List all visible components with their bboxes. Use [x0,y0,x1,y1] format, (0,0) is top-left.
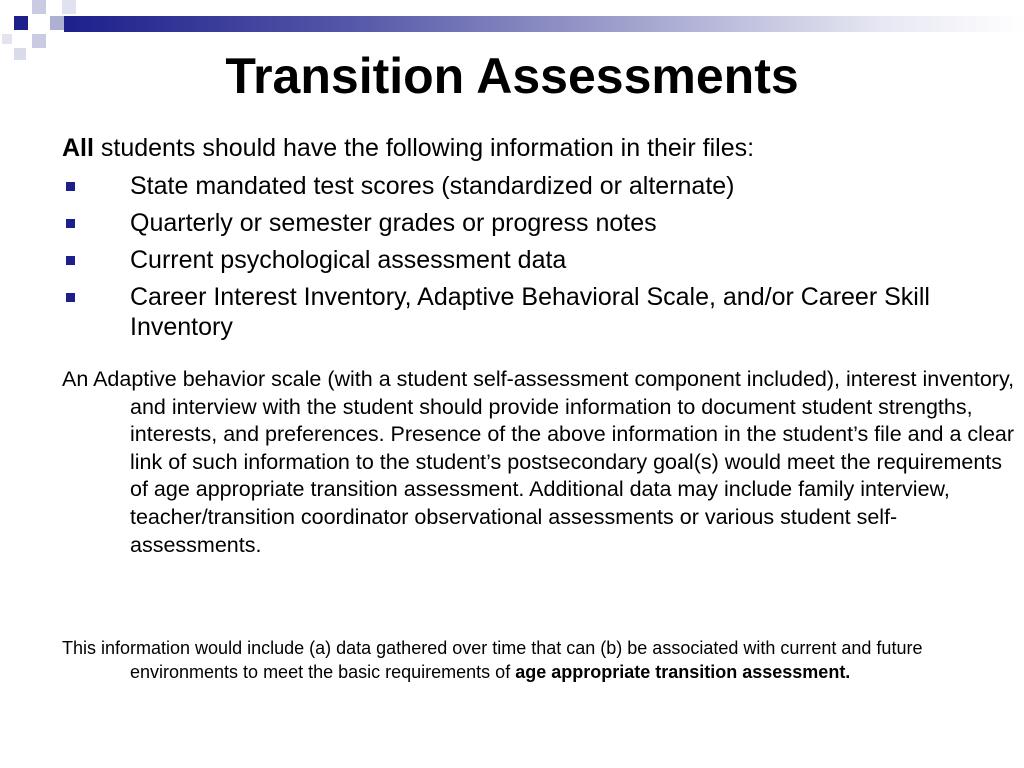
decor-square [50,16,64,30]
bullet-square-icon [66,256,75,265]
list-item-text: Quarterly or semester grades or progress notes [130,209,657,237]
intro-bold: All [62,134,94,162]
list-item-text: Current psychological assessment data [130,246,567,274]
intro-line [62,133,754,163]
decor-square [2,34,12,44]
decor-square [32,0,46,14]
information-paragraph [62,636,1020,684]
list-item [62,282,962,342]
decor-square [62,0,76,14]
list-item [62,171,962,201]
bullet-square-icon [66,219,75,228]
list-item-text: Career Interest Inventory, Adaptive Behavioral Scale, and/or Career Skill Inventory [130,283,930,341]
list-item [62,208,962,238]
header-gradient-bar [64,16,1024,32]
list-item-text: State mandated test scores (standardized or alternate) [130,172,735,200]
bullet-list [62,171,962,349]
information-text: This information would include (a) data gathered over time that can (b) be associated with current and future environments to meet the basic requirements of [62,638,923,682]
list-item [62,245,962,275]
adaptive-behavior-paragraph: An Adaptive behavior scale (with a student self-assessment component included), interest inventory, and interview with the student should provide information to document student strengths, interests, and preferences. Presence of the above information in the student’s file and a clear link of such information to the student’s postsecondary goal(s) would meet the requirements of age appropriate transition assessment. Additional data may include family interview, teacher/transition coordinator observational assessments or various student self-assessments. [62,367,1015,557]
slide-title: Transition Assessments [225,48,799,104]
bullet-square-icon [66,182,75,191]
information-bold: age appropriate transition assessment. [515,662,851,682]
bullet-square-icon [66,293,75,302]
decor-square [14,16,28,30]
intro-text: students should have the following information in their files: [93,134,755,162]
